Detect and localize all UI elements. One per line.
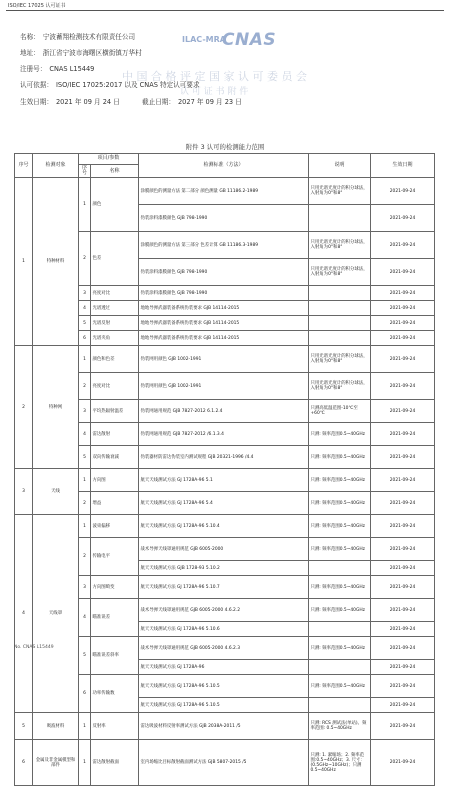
item-name: 亮度对比 [91, 373, 139, 400]
test-object: 天线罩 [33, 515, 79, 713]
header-date: 生效日期 [371, 154, 435, 178]
reg-label: 注册号： [20, 65, 47, 73]
date-cell: 2021-09-24 [371, 346, 435, 373]
item-seq: 1 [79, 469, 91, 492]
note-cell [309, 698, 371, 713]
item-name: 亮度对比 [91, 286, 139, 301]
date-cell: 2021-09-24 [371, 446, 435, 469]
table-row [15, 178, 435, 205]
item-name: 反射率 [91, 713, 139, 740]
annex-title: 附件 3 认可的检测能力范围 [185, 143, 265, 151]
note-cell: 只测: 频率范围0.5~40GHz [309, 599, 371, 622]
standard-cell: 航天天线测试方法 GJ 1728A-96 5.1 [139, 469, 309, 492]
note-cell: 只测: 1. 紧缩场；2. 频率范围:0.5~40GHz；3. 尺寸：(0.5GHz~10GHz)；只测0.5~40GHz [309, 740, 371, 786]
standard-cell: 航天天线测试方法 GJ 1728A-96 5.10.5 [139, 675, 309, 698]
test-object: 吸波材料 [33, 713, 79, 740]
item-seq: 6 [79, 331, 91, 346]
item-name: 瞄准误差斜率 [91, 637, 139, 675]
item-seq: 3 [79, 400, 91, 423]
note-cell: 只测: 频率范围0.5~40GHz [309, 515, 371, 538]
standard-cell: 航天天线测试方法 GJ 1728A-96 5.10.6 [139, 622, 309, 637]
item-seq: 2 [79, 538, 91, 576]
date-cell: 2021-09-24 [371, 561, 435, 576]
standard-cell: 地地导弹武器装备系统伪装要求 GJB 14114-2015 [139, 331, 309, 346]
date-cell: 2021-09-24 [371, 232, 435, 259]
note-cell: 只测: 频率范围0.5~40GHz [309, 538, 371, 561]
item-seq: 2 [79, 492, 91, 515]
start-date-label: 生效日期： [20, 98, 53, 106]
group-seq: 3 [15, 469, 33, 515]
item-name: 增益 [91, 492, 139, 515]
group-seq: 6 [15, 740, 33, 786]
note-cell [309, 205, 371, 232]
note-cell [309, 622, 371, 637]
item-name: 平均热辐射温差 [91, 400, 139, 423]
company-line [20, 31, 135, 41]
header-name: 名称 [91, 165, 139, 178]
test-object: 特种材料 [33, 178, 79, 346]
item-name: 双向传输衰减 [91, 446, 139, 469]
standard-cell: 伪装网用颜色 GJB 1002-1991 [139, 373, 309, 400]
item-seq: 4 [79, 599, 91, 637]
note-cell [309, 561, 371, 576]
address-label: 地址： [20, 49, 40, 57]
item-seq: 1 [79, 346, 91, 373]
table-row [15, 469, 435, 492]
date-cell: 2021-09-24 [371, 660, 435, 675]
end-date: 2027 年 09 月 23 日 [177, 98, 242, 106]
reg-value: CNAS L15449 [49, 65, 95, 73]
group-seq: 2 [15, 346, 33, 469]
date-cell: 2021-09-24 [371, 331, 435, 346]
basis-label: 认可依据： [20, 81, 53, 89]
item-name: 方向图畸变 [91, 576, 139, 599]
standard-cell: 地地导弹武器装备系统伪装要求 GJB 14114-2015 [139, 301, 309, 316]
note-cell: 只测: 频率范围0.5~40GHz [309, 576, 371, 599]
item-name: 功率传输数 [91, 675, 139, 713]
item-name: 色差 [91, 232, 139, 286]
registration-line [20, 63, 94, 73]
watermark-sub: 认 可 证 书 附 件 [180, 87, 249, 97]
note-cell: 只测: 频率范围0.5~40GHz [309, 492, 371, 515]
standard-cell: 涂膜颜色的测量方法 第二部分 颜色测量 GB 11186.2-1989 [139, 178, 309, 205]
group-seq: 5 [15, 713, 33, 740]
date-cell: 2021-09-24 [371, 740, 435, 786]
note-cell: 只测: 频率范围0.5~40GHz [309, 423, 371, 446]
header-note: 说明 [309, 154, 371, 178]
standard-cell: 航天天线测试方法 GJB 1728-93 5.10.2 [139, 561, 309, 576]
note-cell: 只测: 频率范围0.5~40GHz [309, 637, 371, 660]
standard-cell: 航天天线测试方法 GJ 1728A-96 5.4 [139, 492, 309, 515]
date-cell: 2021-09-24 [371, 515, 435, 538]
ilac-logo: ILAC-MRA [182, 35, 226, 44]
date-cell: 2021-09-24 [371, 178, 435, 205]
footer-text: No. CNAS L15449 [14, 645, 54, 650]
end-date-label: 截止日期： [142, 98, 175, 106]
test-object: 金属及非金属模型和部件 [33, 740, 79, 786]
note-cell: 只用光谱光度计的积分球法，入射角为0°和8° [309, 373, 371, 400]
address-value: 浙江省宁波市海曙区横街镇万华村 [42, 49, 142, 57]
item-name: 光谱反射 [91, 316, 139, 331]
note-cell: 只用光谱光度计的积分球法，入射角为0°和8° [309, 346, 371, 373]
company-label: 名称： [20, 33, 40, 41]
basis-value: ISO/IEC 17025:2017 以及 CNAS 特定认可要求 [55, 81, 200, 89]
date-cell: 2021-09-24 [371, 599, 435, 622]
item-seq: 5 [79, 446, 91, 469]
date-cell: 2021-09-24 [371, 713, 435, 740]
standard-cell: 伪装网通用规范 GJB 7827-2012 6.1.2.4 [139, 400, 309, 423]
item-name: 传输电平 [91, 538, 139, 576]
note-cell [309, 301, 371, 316]
item-seq: 1 [79, 713, 91, 740]
item-name: 雷达散射截面 [91, 740, 139, 786]
cnas-logo: CNAS [222, 30, 277, 50]
standard-cell: 伪装器材防雷达伪装室内测试规程 GJB 20321-1996 /4.4 [139, 446, 309, 469]
note-cell: 只测高低温范围-10℃至+60℃ [309, 400, 371, 423]
header-object: 检测对象 [33, 154, 79, 178]
date-cell: 2021-09-24 [371, 622, 435, 637]
header-rule [6, 10, 444, 11]
date-cell: 2021-09-24 [371, 469, 435, 492]
date-cell: 2021-09-24 [371, 286, 435, 301]
date-cell: 2021-09-24 [371, 675, 435, 698]
item-seq: 2 [79, 373, 91, 400]
item-seq: 5 [79, 316, 91, 331]
item-name: 雷达散射 [91, 423, 139, 446]
date-cell: 2021-09-24 [371, 259, 435, 286]
table-row [15, 346, 435, 373]
item-seq: 4 [79, 301, 91, 316]
note-cell [309, 331, 371, 346]
note-cell: 只测: RCS 测试法(单站)。频率范围: 0.5~40GHz [309, 713, 371, 740]
note-cell: 只用光谱光度计的积分球法，入射角为0°和8° [309, 178, 371, 205]
standard-cell: 伪装涂料漆膜颜色 GJB 798-1990 [139, 259, 309, 286]
address-line [20, 47, 142, 57]
date-cell: 2021-09-24 [371, 637, 435, 660]
date-cell: 2021-09-24 [371, 576, 435, 599]
standard-cell: 战术导弹天线罩通用规范 GJB 6005-2000 4.6.2.3 [139, 637, 309, 660]
header-item-param: 项目/参数 [79, 154, 139, 165]
item-name: 瞄准误差 [91, 599, 139, 637]
note-cell [309, 316, 371, 331]
item-name: 颜色和色差 [91, 346, 139, 373]
standard-cell: 涂膜颜色的测量方法 第三部分 色差计算 GB 11186.3-1989 [139, 232, 309, 259]
standard-cell: 战术导弹天线罩通用规范 GJB 6005-2000 [139, 538, 309, 561]
standard-cell: 战术导弹天线罩通用规范 GJB 6005-2000 4.6.2.2 [139, 599, 309, 622]
note-cell [309, 660, 371, 675]
note-cell: 只测: 频率范围0.5~40GHz [309, 446, 371, 469]
note-cell: 只用光谱光度计的积分球法，入射角为0°和8° [309, 259, 371, 286]
item-seq: 6 [79, 675, 91, 713]
date-cell: 2021-09-24 [371, 316, 435, 331]
date-cell: 2021-09-24 [371, 400, 435, 423]
standard-cell: 伪装涂料漆膜颜色 GJB 798-1990 [139, 286, 309, 301]
date-cell: 2021-09-24 [371, 698, 435, 713]
note-cell: 只测: 频率范围0.5~40GHz [309, 469, 371, 492]
watermark-org: 中 国 合 格 评 定 国 家 认 可 委 员 会 [122, 70, 307, 83]
item-seq: 4 [79, 423, 91, 446]
standard-cell: 伪装涂料漆膜颜色 GJB 798-1990 [139, 205, 309, 232]
item-name: 波束偏移 [91, 515, 139, 538]
item-seq: 1 [79, 740, 91, 786]
standard-cell: 航天天线测试方法 GJ 1728A-96 [139, 660, 309, 675]
standard-cell: 航天天线测试方法 GJ 1728A-96 5.10.7 [139, 576, 309, 599]
item-name: 光谱透过 [91, 301, 139, 316]
accreditation-scope-table [14, 153, 435, 786]
standard-cell: 地地导弹武器装备系统伪装要求 GJB 14114-2015 [139, 316, 309, 331]
date-cell: 2021-09-24 [371, 492, 435, 515]
item-name: 颜色 [91, 178, 139, 232]
date-cell: 2021-09-24 [371, 205, 435, 232]
test-object: 特种网 [33, 346, 79, 469]
table-row [15, 740, 435, 786]
group-seq: 4 [15, 515, 33, 713]
standard-cell: 伪装网用颜色 GJB 1002-1991 [139, 346, 309, 373]
standard-cell: 室内场缩比目标散射截面测试方法 GJB 5807-2015 /5 [139, 740, 309, 786]
header-title: ISO/IEC 17025 认可证书 [8, 3, 66, 9]
standard-cell: 航天天线测试方法 GJ 1728A-96 5.10.4 [139, 515, 309, 538]
item-seq: 3 [79, 286, 91, 301]
date-cell: 2021-09-24 [371, 373, 435, 400]
dates-line [20, 96, 242, 106]
item-name: 方向图 [91, 469, 139, 492]
note-cell: 只用光谱光度计的积分球法，入射角为0°和8° [309, 232, 371, 259]
note-cell [309, 286, 371, 301]
date-cell: 2021-09-24 [371, 423, 435, 446]
standard-cell: 航天天线测试方法 GJ 1728A-96 5.10.5 [139, 698, 309, 713]
date-cell: 2021-09-24 [371, 538, 435, 561]
item-seq: 1 [79, 515, 91, 538]
header-sub-seq: 序号 [79, 165, 91, 178]
standard-cell: 伪装网通用规范 GJB 7827-2012 /6.1.3.4 [139, 423, 309, 446]
note-cell: 只测: 频率范围0.5~40GHz [309, 675, 371, 698]
test-object: 天线 [33, 469, 79, 515]
item-seq: 5 [79, 637, 91, 675]
item-name: 光谱夹角 [91, 331, 139, 346]
table-row [15, 515, 435, 538]
group-seq: 1 [15, 178, 33, 346]
company-value: 宁波蓄翔检测技术有限责任公司 [42, 33, 136, 41]
item-seq: 1 [79, 178, 91, 232]
header-standard: 检测标准（方法） [139, 154, 309, 178]
page-header [0, 0, 450, 14]
item-seq: 3 [79, 576, 91, 599]
standard-cell: 雷达吸波材料反射率测试方法 GJB 2038A-2011 /5 [139, 713, 309, 740]
start-date: 2021 年 09 月 24 日 [55, 98, 120, 106]
table-row [15, 713, 435, 740]
item-seq: 2 [79, 232, 91, 286]
date-cell: 2021-09-24 [371, 301, 435, 316]
header-seq: 序号 [15, 154, 33, 178]
basis-line [20, 79, 200, 89]
